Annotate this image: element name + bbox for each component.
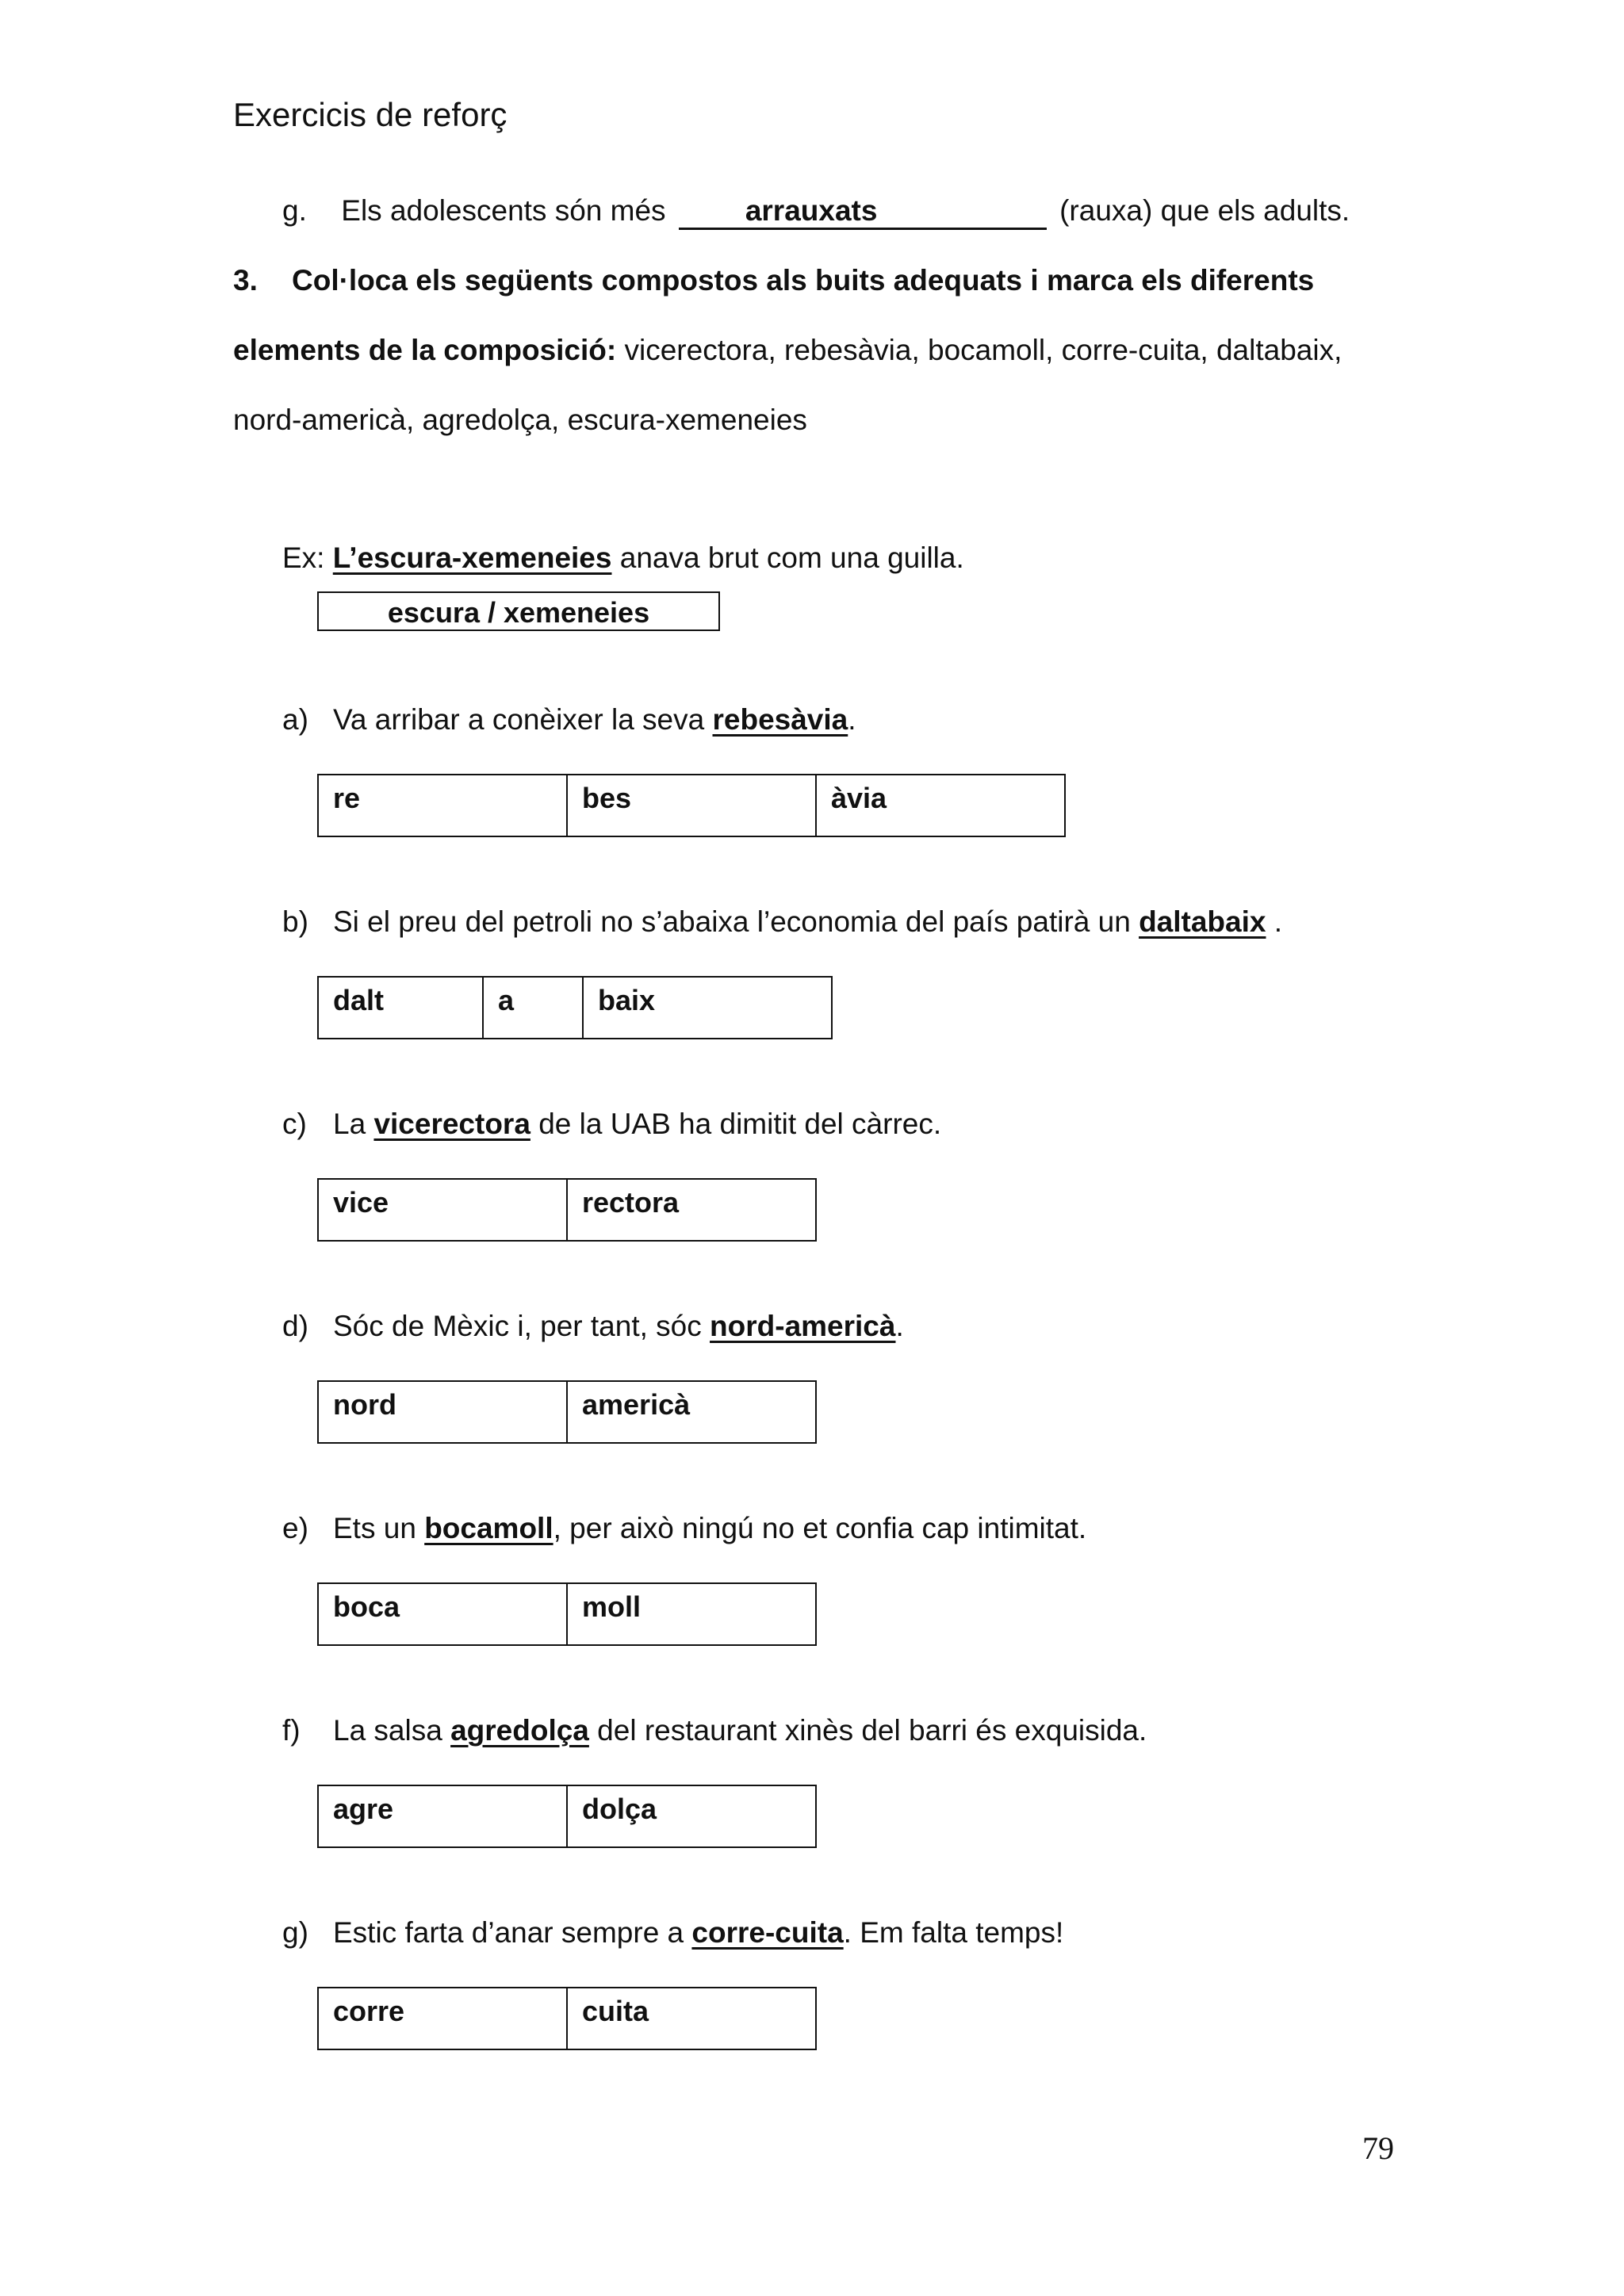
segmentation-table [317, 976, 833, 1039]
segment-cell: corre [318, 1988, 567, 2049]
segment-cell: a [483, 977, 583, 1039]
segmentation-table [317, 1178, 817, 1242]
example-prefix: Ex: [282, 541, 325, 574]
segment-cell: baix [583, 977, 832, 1039]
segment-cell: dalt [318, 977, 483, 1039]
sentence-before: Ets un [333, 1512, 416, 1544]
sentence-after: . [895, 1310, 904, 1342]
exercise-3-instruction-line2 [233, 333, 1342, 368]
sentence-before: Va arribar a conèixer la seva [333, 703, 705, 736]
compound-word: corre-cuita [691, 1916, 844, 1949]
exercise-item [282, 1107, 941, 1142]
segment-cell: cuita [567, 1988, 816, 2049]
segmentation-table [317, 1582, 817, 1646]
segmentation-table [317, 774, 1066, 837]
sentence-before: Estic farta d’anar sempre a [333, 1916, 684, 1949]
compound-word: rebesàvia [712, 703, 848, 736]
compound-word: daltabaix [1139, 905, 1266, 938]
item-label: c) [282, 1108, 307, 1140]
item-label: f) [282, 1714, 301, 1747]
sentence-after: . [848, 703, 856, 736]
sentence-after: (rauxa) que els adults. [1059, 194, 1350, 227]
item-label: b) [282, 905, 308, 938]
page-number: 79 [1362, 2130, 1394, 2166]
compound-word: bocamoll [424, 1512, 553, 1544]
exercise-item [282, 905, 1282, 939]
item-label: g) [282, 1916, 308, 1949]
segment-cell: boca [318, 1583, 567, 1645]
segmentation-table [317, 1987, 817, 2050]
exercise-3-instruction-line3: nord-americà, agredolça, escura-xemeneies [233, 404, 807, 436]
segment-cell: americà [567, 1381, 816, 1443]
exercise-number: 3. [233, 264, 258, 297]
compound-word: agredolça [450, 1714, 589, 1747]
sentence-before: Si el preu del petroli no s’abaixa l’economia del país patirà un [333, 905, 1131, 938]
segment-cell: àvia [816, 775, 1065, 836]
compound-word: nord-americà [710, 1310, 896, 1342]
sentence-after: del restaurant xinès del barri és exquisida. [597, 1714, 1147, 1747]
segmentation-table [317, 1380, 817, 1444]
segment-cell: re [318, 775, 567, 836]
exercise-item [282, 1713, 1147, 1748]
sentence-before: La [333, 1108, 366, 1140]
instruction-bold: elements de la composició: [233, 334, 617, 366]
sentence-before: Els adolescents són més [341, 194, 666, 227]
example-sentence [282, 541, 964, 576]
exercise-3-instruction-line1 [233, 263, 1314, 298]
item-label: a) [282, 703, 308, 736]
instruction-text: Col·loca els següents compostos als buits adequats i marca els diferents [292, 264, 1315, 297]
previous-item-g [282, 193, 1350, 230]
example-box: escura / xemeneies [317, 591, 720, 631]
item-label: d) [282, 1310, 308, 1342]
item-label: e) [282, 1512, 308, 1544]
sentence-after: . Em falta temps! [843, 1916, 1064, 1949]
sentence-after: de la UAB ha dimitit del càrrec. [538, 1108, 942, 1140]
segment-cell: moll [567, 1583, 816, 1645]
sentence-before: Sóc de Mèxic i, per tant, sóc [333, 1310, 702, 1342]
page-header: Exercicis de reforç [233, 96, 508, 133]
instruction-words: vicerectora, rebesàvia, bocamoll, corre-cuita, daltabaix, [624, 334, 1342, 366]
sentence-after: , per això ningú no et confia cap intimitat. [553, 1512, 1087, 1544]
example-word: L’escura-xemeneies [332, 541, 612, 574]
sentence-before: La salsa [333, 1714, 442, 1747]
sentence-after: . [1266, 905, 1283, 938]
segment-cell: nord [318, 1381, 567, 1443]
exercise-item [282, 702, 856, 737]
exercise-item [282, 1511, 1086, 1546]
segment-cell: bes [567, 775, 816, 836]
exercise-item [282, 1915, 1063, 1950]
segment-cell: rectora [567, 1179, 816, 1241]
exercise-item [282, 1309, 904, 1344]
example-rest: anava brut com una guilla. [619, 541, 964, 574]
segmentation-table [317, 1785, 817, 1848]
segment-cell: agre [318, 1785, 567, 1847]
answer-blank: arrauxats [679, 195, 1047, 230]
compound-word: vicerectora [373, 1108, 530, 1140]
item-label: g. [282, 194, 307, 227]
segment-cell: vice [318, 1179, 567, 1241]
segment-cell: dolça [567, 1785, 816, 1847]
